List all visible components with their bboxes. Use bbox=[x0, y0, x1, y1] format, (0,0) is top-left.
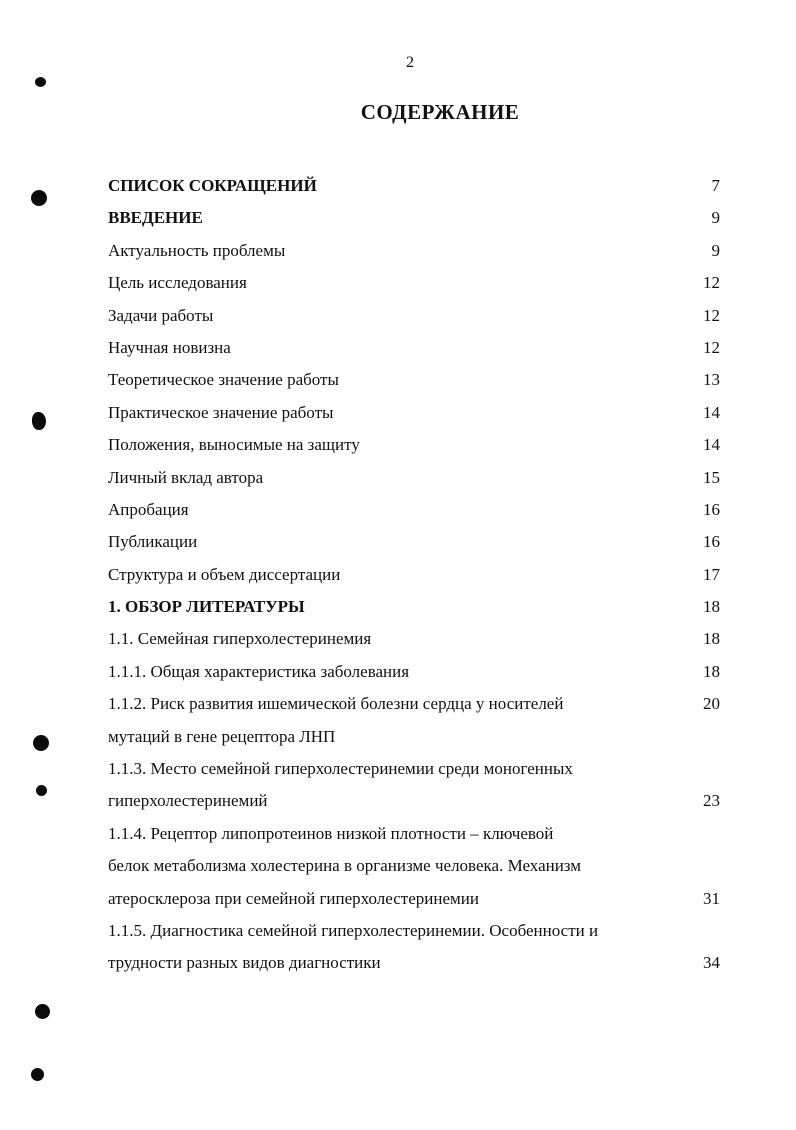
toc-entry bbox=[108, 235, 720, 267]
toc-entry-page: 12 bbox=[703, 273, 720, 293]
toc-entry-label: 1.1. Семейная гиперхолестеринемия bbox=[108, 629, 372, 649]
toc-entry bbox=[108, 332, 720, 364]
toc-entry bbox=[108, 462, 720, 494]
toc-entry bbox=[108, 883, 720, 915]
toc-entry-label: Задачи работы bbox=[108, 305, 214, 325]
toc-entry-page: 18 bbox=[703, 629, 720, 649]
toc-entry bbox=[108, 170, 720, 202]
toc-entry-page: 12 bbox=[703, 305, 720, 325]
toc-entry-page: 13 bbox=[703, 370, 720, 390]
toc-entry-label: Актуальность проблемы bbox=[108, 240, 286, 260]
toc-entry-label: Структура и объем диссертации bbox=[108, 564, 341, 584]
toc-entry bbox=[108, 591, 720, 623]
binding-hole-mark bbox=[31, 190, 47, 206]
toc-entry-label: 1.1.3. Место семейной гиперхолестеринемии среди моногенных bbox=[108, 759, 573, 779]
toc-entry-page: 12 bbox=[703, 337, 720, 357]
toc-entry-label: Личный вклад автора bbox=[108, 467, 264, 487]
toc-entry bbox=[108, 947, 720, 979]
toc-entry bbox=[108, 818, 720, 850]
toc-entry-label: Научная новизна bbox=[108, 337, 231, 357]
toc-entry bbox=[108, 397, 720, 429]
toc-entry-label: Апробация bbox=[108, 499, 189, 519]
toc-entry-label: 1.1.2. Риск развития ишемической болезни сердца у носителей bbox=[108, 694, 564, 714]
toc-entry-page: 31 bbox=[703, 888, 720, 908]
toc-entry bbox=[108, 721, 720, 753]
toc-entry-page: 18 bbox=[703, 661, 720, 681]
toc-title: СОДЕРЖАНИЕ bbox=[360, 100, 520, 124]
toc-entry bbox=[108, 364, 720, 396]
toc-entry-page: 14 bbox=[703, 435, 720, 455]
toc-entry-page: 23 bbox=[703, 791, 720, 811]
toc-entry bbox=[108, 688, 720, 720]
toc-entry-label: 1.1.4. Рецептор липопротеинов низкой плотности – ключевой bbox=[108, 823, 554, 843]
binding-hole-mark bbox=[35, 1004, 50, 1019]
toc-entry bbox=[108, 202, 720, 234]
toc-entry-label: Публикации bbox=[108, 532, 198, 552]
toc-entry-page: 16 bbox=[703, 499, 720, 519]
toc-entry-label: Теоретическое значение работы bbox=[108, 370, 339, 390]
toc-entry-label: гиперхолестеринемий bbox=[108, 791, 268, 811]
toc-entry-page: 7 bbox=[711, 176, 720, 195]
toc-entry-label: белок метаболизма холестерина в организме человека. Механизм bbox=[108, 856, 582, 876]
toc-entry bbox=[108, 785, 720, 817]
toc-entry bbox=[108, 267, 720, 299]
page-number: 2 bbox=[406, 54, 414, 71]
toc-entry bbox=[108, 915, 720, 947]
table-of-contents bbox=[108, 170, 720, 980]
toc-entry-label: трудности разных видов диагностики bbox=[108, 953, 381, 973]
toc-entry bbox=[108, 494, 720, 526]
toc-entry-label: СПИСОК СОКРАЩЕНИЙ bbox=[108, 176, 317, 195]
toc-entry-page: 9 bbox=[711, 240, 720, 260]
toc-entry-label: мутаций в гене рецептора ЛНП bbox=[108, 726, 336, 746]
toc-entry bbox=[108, 429, 720, 461]
toc-entry-page: 18 bbox=[703, 597, 720, 617]
toc-entry bbox=[108, 526, 720, 558]
toc-entry-label: Практическое значение работы bbox=[108, 402, 334, 422]
toc-entry-label: 1. ОБЗОР ЛИТЕРАТУРЫ bbox=[108, 597, 305, 617]
binding-hole-mark bbox=[36, 785, 47, 796]
toc-entry bbox=[108, 559, 720, 591]
binding-hole-mark bbox=[31, 1068, 44, 1081]
toc-entry-page: 17 bbox=[703, 564, 720, 584]
toc-entry-label: 1.1.1. Общая характеристика заболевания bbox=[108, 661, 410, 681]
binding-hole-mark bbox=[35, 77, 46, 87]
toc-entry bbox=[108, 753, 720, 785]
toc-entry-page: 15 bbox=[703, 467, 720, 487]
toc-entry-label: ВВЕДЕНИЕ bbox=[108, 208, 203, 228]
toc-entry-page: 34 bbox=[703, 953, 720, 973]
toc-entry-label: атеросклероза при семейной гиперхолестеринемии bbox=[108, 888, 479, 908]
toc-entry bbox=[108, 656, 720, 688]
toc-entry bbox=[108, 300, 720, 332]
toc-entry-label: Положения, выносимые на защиту bbox=[108, 435, 360, 455]
toc-entry bbox=[108, 850, 720, 882]
binding-hole-mark bbox=[33, 735, 49, 751]
toc-entry-label: 1.1.5. Диагностика семейной гиперхолестеринемии. Особенности и bbox=[108, 920, 599, 940]
toc-entry-page: 20 bbox=[703, 694, 720, 714]
toc-entry-label: Цель исследования bbox=[108, 273, 247, 293]
binding-hole-mark bbox=[32, 412, 46, 430]
toc-entry-page: 16 bbox=[703, 532, 720, 552]
toc-entry-page: 14 bbox=[703, 402, 720, 422]
toc-entry-page: 9 bbox=[711, 208, 720, 228]
toc-entry bbox=[108, 623, 720, 655]
